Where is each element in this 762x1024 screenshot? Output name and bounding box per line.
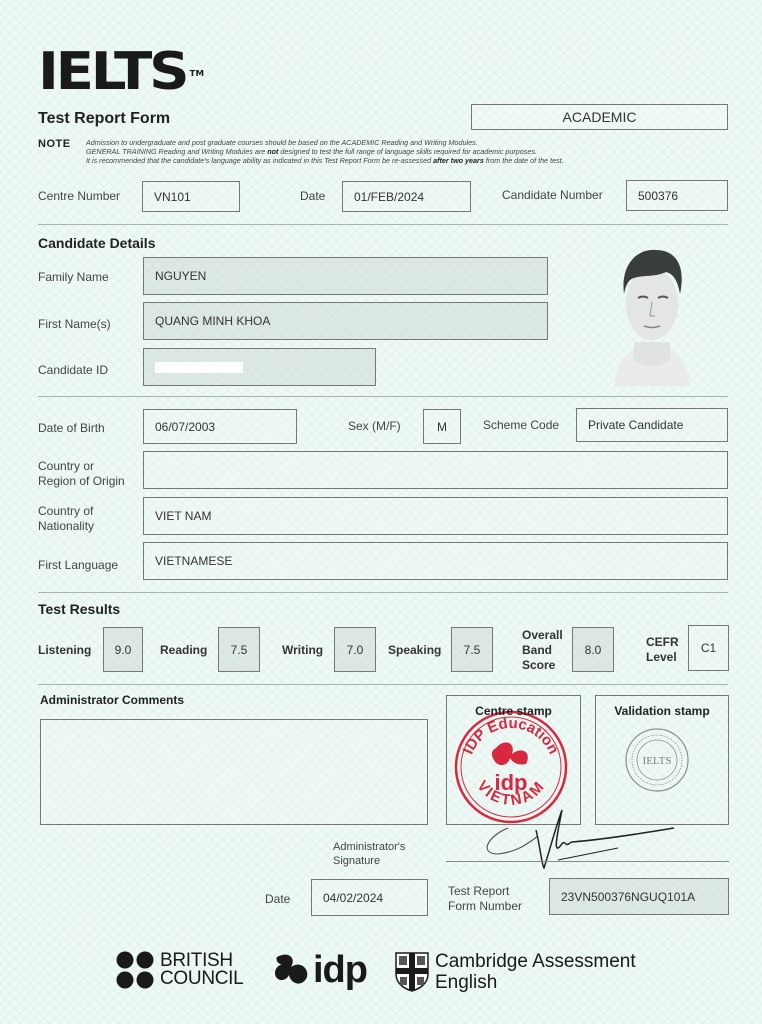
validation-stamp-label: Validation stamp (614, 704, 710, 718)
svg-text:IDP Education: IDP Education (459, 714, 563, 757)
note-text: Admission to undergraduate and post graduate courses should be based on the ACADEMIC Reading and Writing Modules. GENERAL TRAINING Reading and Writing Modules are not designed to test the full range of language skills required for academic purposes. It is recommended that the candidate's language ability as indicated in this Test Report Form be re-assessed after two years from the date of the test. (86, 138, 564, 165)
divider (38, 224, 728, 225)
divider (38, 684, 728, 685)
first-names-label: First Name(s) (38, 317, 111, 331)
reading-label: Reading (160, 643, 208, 657)
idp-leaf-icon (273, 951, 311, 989)
module-badge: ACADEMIC (471, 104, 728, 130)
origin-field (143, 451, 728, 489)
centre-number-field: VN101 (142, 181, 240, 212)
writing-score: 7.0 (334, 627, 376, 672)
dob-field: 06/07/2003 (143, 409, 297, 444)
origin-label: Country or Region of Origin (38, 459, 125, 488)
sex-label: Sex (M/F) (348, 419, 401, 433)
candidate-id-field (143, 348, 376, 386)
svg-text:IELTS: IELTS (642, 755, 672, 767)
ielts-logo: IELTS ™ (38, 42, 205, 102)
scheme-code-label: Scheme Code (483, 418, 560, 432)
signature-line (446, 861, 729, 862)
administrator-signature (478, 806, 678, 876)
candidate-number-field: 500376 (626, 180, 728, 211)
page-title: Test Report Form (38, 110, 171, 127)
admin-date-field: 04/02/2024 (311, 879, 428, 916)
test-date-field: 01/FEB/2024 (342, 181, 471, 212)
candidate-photo (604, 238, 700, 386)
speaking-score: 7.5 (451, 627, 493, 672)
scheme-code-field: Private Candidate (576, 408, 728, 442)
divider (38, 396, 728, 397)
admin-comments-field (40, 719, 428, 825)
cambridge-assessment-logo: Cambridge Assessment English (395, 951, 636, 993)
admin-comments-label: Administrator Comments (40, 693, 185, 707)
cefr-level-label: CEFR Level (646, 635, 679, 664)
listening-score: 9.0 (103, 627, 143, 672)
note-label: NOTE (38, 138, 71, 150)
nationality-label: Country of Nationality (38, 504, 95, 533)
trf-number-label: Test Report Form Number (448, 884, 523, 913)
first-names-field: QUANG MINH KHOA (143, 302, 548, 340)
idp-logo: idp (273, 951, 367, 989)
admin-date-label: Date (265, 892, 291, 906)
reading-score: 7.5 (218, 627, 260, 672)
cambridge-shield-icon (395, 952, 429, 992)
first-language-field: VIETNAMESE (143, 542, 728, 580)
family-name-field: NGUYEN (143, 257, 548, 295)
british-council-dots-icon (116, 951, 156, 989)
centre-number-label: Centre Number (38, 189, 121, 203)
overall-band-score: 8.0 (572, 627, 614, 672)
centre-stamp-label: Centre stamp (475, 704, 552, 718)
overall-band-label: Overall Band Score (522, 628, 563, 672)
redaction-block (155, 362, 243, 373)
family-name-label: Family Name (38, 270, 109, 284)
first-language-label: First Language (38, 558, 119, 572)
validation-stamp-seal-icon (624, 727, 690, 793)
test-date-label: Date (300, 189, 326, 203)
writing-label: Writing (282, 643, 324, 657)
british-council-logo: BRITISH COUNCIL (116, 951, 243, 989)
speaking-label: Speaking (388, 643, 442, 657)
listening-label: Listening (38, 643, 92, 657)
nationality-field: VIET NAM (143, 497, 728, 535)
test-results-heading: Test Results (38, 601, 121, 617)
divider (38, 592, 728, 593)
sex-field: M (423, 409, 461, 444)
candidate-number-label: Candidate Number (502, 188, 603, 202)
trf-number-field: 23VN500376NGUQ101A (549, 878, 729, 915)
svg-text:idp: idp (494, 770, 528, 795)
candidate-id-label: Candidate ID (38, 363, 109, 377)
svg-text:VIETNAM: VIETNAM (473, 777, 549, 810)
candidate-details-heading: Candidate Details (38, 235, 156, 251)
signature-label: Administrator's Signature (333, 841, 406, 867)
dob-label: Date of Birth (38, 421, 105, 435)
cefr-level-value: C1 (688, 625, 729, 671)
